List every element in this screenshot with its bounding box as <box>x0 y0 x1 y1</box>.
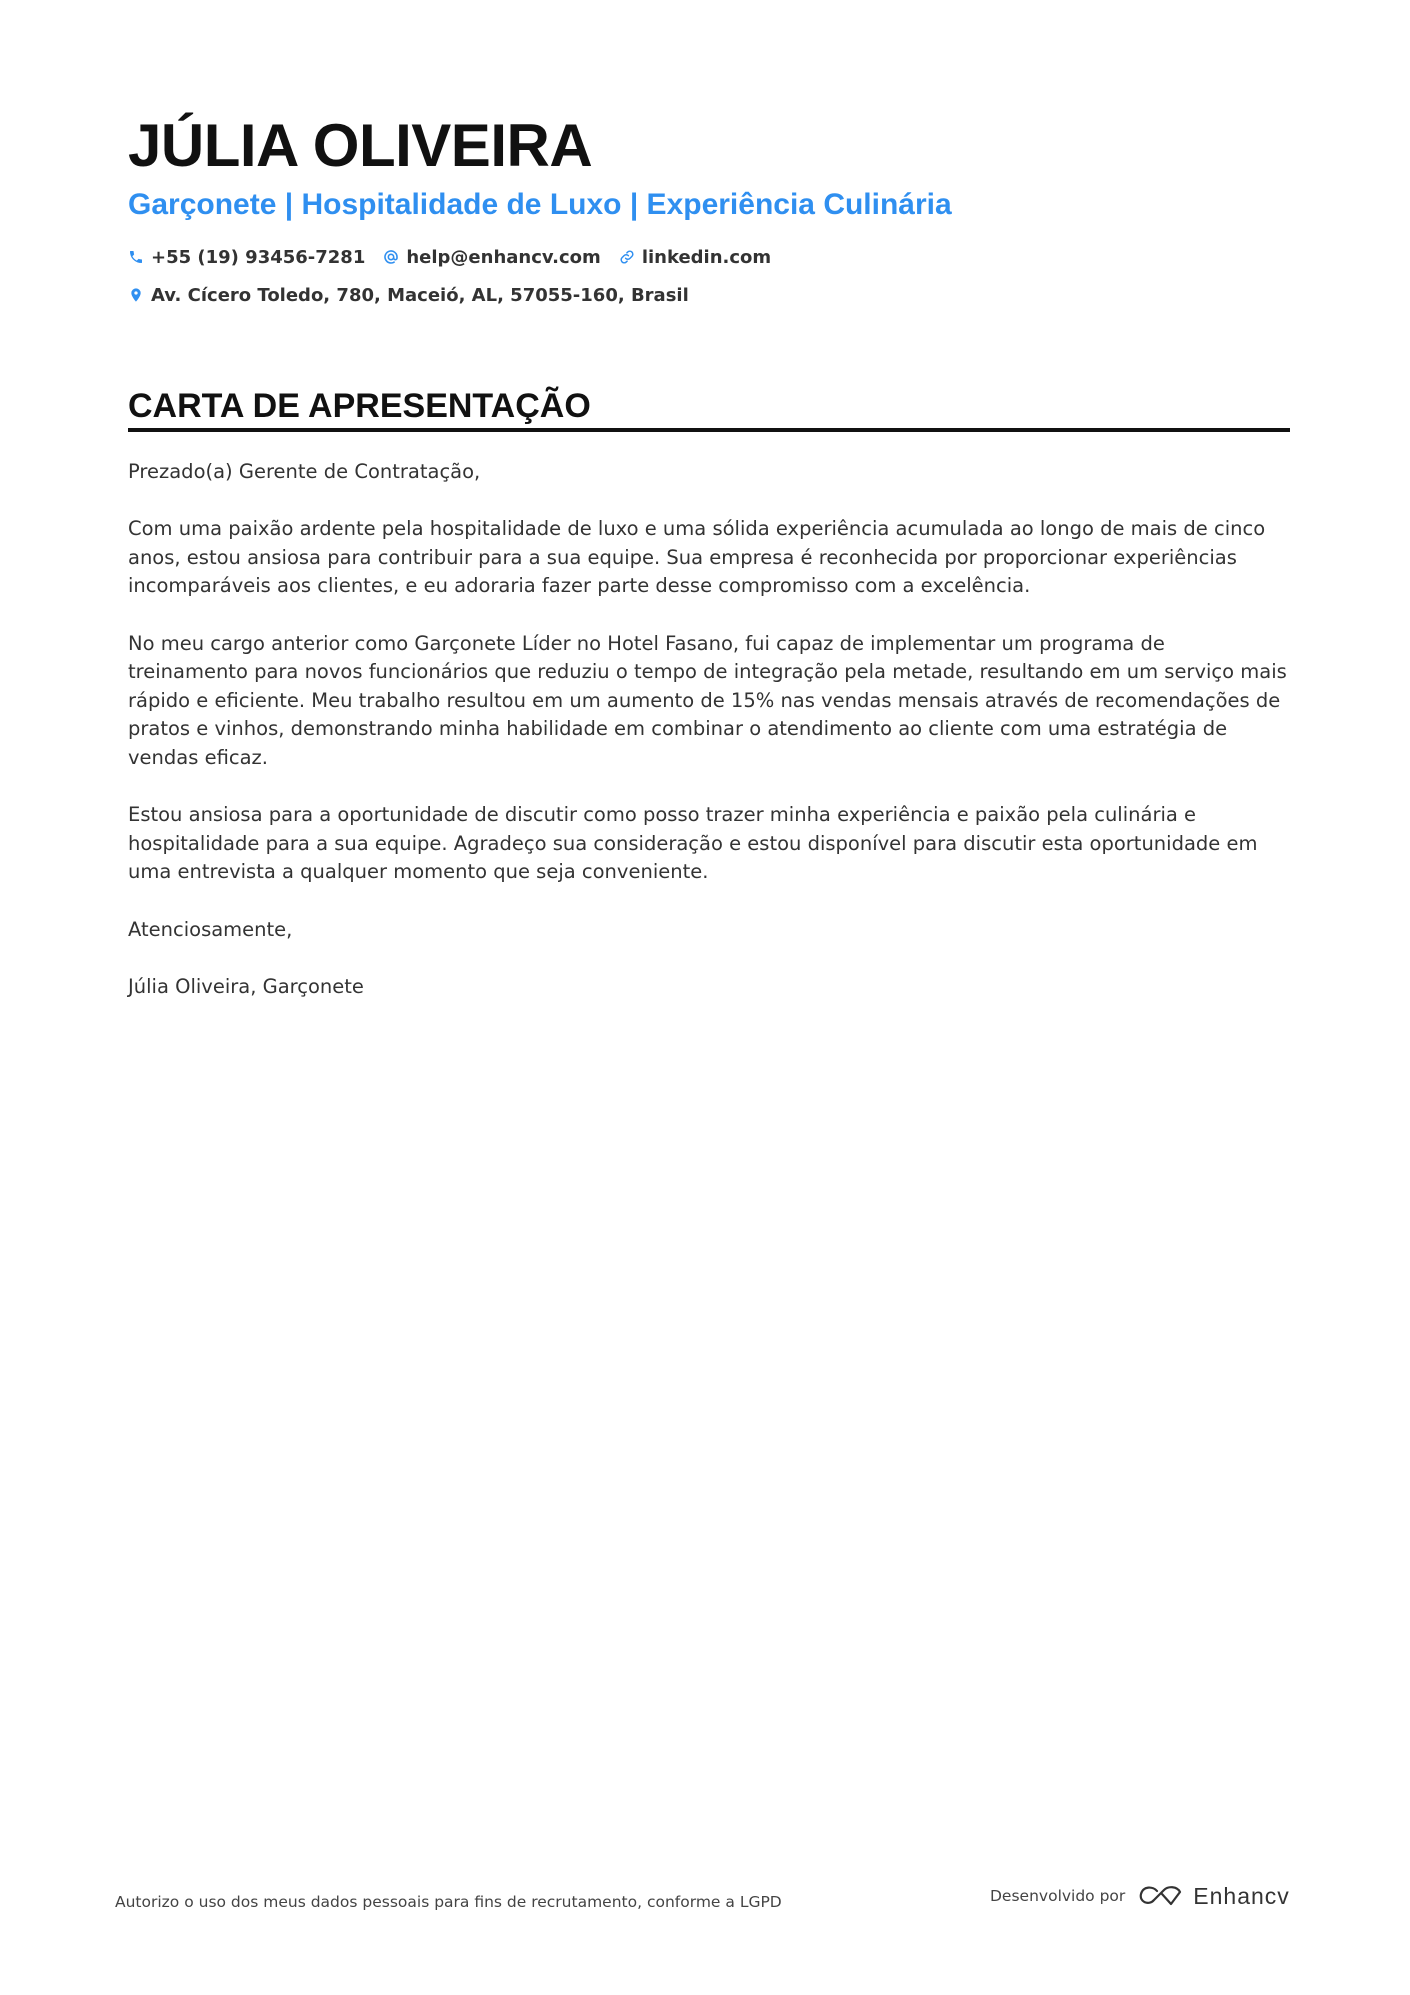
at-icon <box>383 249 399 265</box>
powered-by-label: Desenvolvido por <box>990 1887 1126 1905</box>
enhancv-logo-icon <box>1137 1882 1185 1910</box>
contact-address <box>128 285 689 306</box>
brand-logo[interactable] <box>1137 1882 1290 1910</box>
contact-row-address <box>128 282 1290 308</box>
contact-phone <box>128 247 365 268</box>
candidate-headline: Garçonete | Hospitalidade de Luxo | Experiência Culinária <box>128 188 952 221</box>
link-icon <box>619 249 635 265</box>
location-pin-icon <box>128 287 144 303</box>
contact-link[interactable] <box>619 247 771 268</box>
contact-row-primary <box>128 244 1290 270</box>
address-text: Av. Cícero Toledo, 780, Maceió, AL, 57055-160, Brasil <box>151 284 689 306</box>
link-text[interactable]: linkedin.com <box>641 246 772 268</box>
letter-paragraph: Com uma paixão ardente pela hospitalidade de luxo e uma sólida experiência acumulada ao longo de mais de cinco anos, estou ansiosa para contribuir para a sua equipe. Sua empresa é reconhecida por proporcionar experiências incomparáveis aos clientes, e eu adoraria fazer parte desse compromisso com a excelência. <box>128 517 1266 598</box>
candidate-name: JÚLIA OLIVEIRA <box>128 112 593 179</box>
cover-letter-page <box>128 110 1290 1030</box>
letter-signature: Júlia Oliveira, Garçonete <box>128 974 364 998</box>
letter-closing: Atenciosamente, <box>128 917 293 941</box>
email-text[interactable]: help@enhancv.com <box>406 246 601 268</box>
phone-text: +55 (19) 93456-7281 <box>151 246 366 268</box>
powered-by[interactable] <box>990 1882 1290 1910</box>
consent-note: Autorizo o uso dos meus dados pessoais para fins de recrutamento, conforme a LGPD <box>115 1893 782 1911</box>
brand-name: Enhancv <box>1193 1882 1290 1909</box>
letter-body <box>128 458 1290 1001</box>
contact-email[interactable] <box>383 247 600 268</box>
letter-paragraph: No meu cargo anterior como Garçonete Líder no Hotel Fasano, fui capaz de implementar um programa de treinamento para novos funcionários que reduziu o tempo de integração pela metade, resultando em um serviço mais rápido e eficiente. Meu trabalho resultou em um aumento de 15% nas vendas mensais através de recomendações de pratos e vinhos, demonstrando minha habilidade em combinar o atendimento ao cliente com uma estratégia de vendas eficaz. <box>128 631 1287 769</box>
phone-icon <box>128 249 144 265</box>
letter-paragraph: Estou ansiosa para a oportunidade de discutir como posso trazer minha experiência e paixão pela culinária e hospitalidade para a sua equipe. Agradeço sua consideração e estou disponível para discutir esta oportunidade em uma entrevista a qualquer momento que seja conveniente. <box>128 803 1258 884</box>
section-title: CARTA DE APRESENTAÇÃO <box>128 386 1290 432</box>
letter-greeting: Prezado(a) Gerente de Contratação, <box>128 460 481 483</box>
